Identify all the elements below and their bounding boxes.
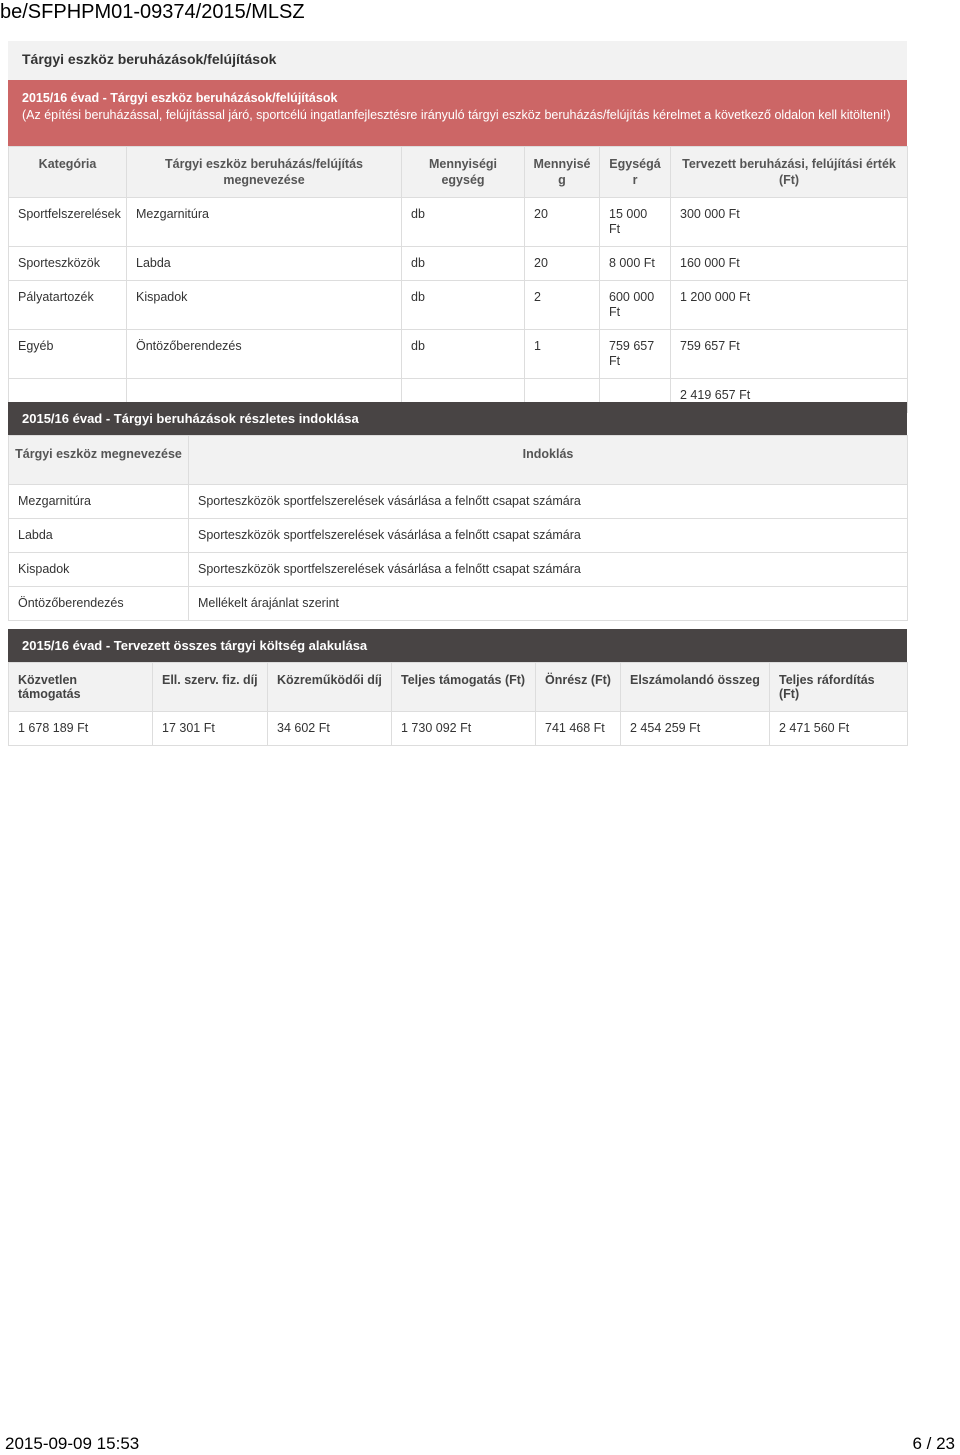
justification-table [8, 435, 908, 621]
cell-planned-value: 759 657 Ft [671, 330, 908, 379]
header-unit-price: Egységá r [600, 147, 671, 198]
cell-asset-name: Öntözőberendezés [9, 587, 189, 621]
table-row [9, 281, 908, 330]
cell-own-share: 741 468 Ft [536, 712, 621, 746]
cell-justification: Sporteszközök sportfelszerelések vásárlása a felnőtt csapat számára [189, 553, 908, 587]
header-unit: Mennyiségi egység [402, 147, 525, 198]
header-own-share: Önrész (Ft) [536, 663, 621, 712]
cell-quantity: 2 [525, 281, 600, 330]
cell-planned-value: 1 200 000 Ft [671, 281, 908, 330]
table-row [9, 519, 908, 553]
table-row [9, 553, 908, 587]
cell-quantity: 20 [525, 247, 600, 281]
justification-title: 2015/16 évad - Tárgyi beruházások részletes indoklása [8, 402, 907, 435]
cell-contributor-fee: 34 602 Ft [268, 712, 392, 746]
table-header-row [9, 147, 908, 198]
header-justification: Indoklás [189, 436, 908, 485]
cell-category: Sporteszközök [9, 247, 127, 281]
cell-planned-value: 300 000 Ft [671, 198, 908, 247]
cell-category: Egyéb [9, 330, 127, 379]
header-accountable-amount: Elszámolandó összeg [621, 663, 770, 712]
cell-control-fee: 17 301 Ft [153, 712, 268, 746]
cell-accountable-amount: 2 454 259 Ft [621, 712, 770, 746]
cell-justification: Sporteszközök sportfelszerelések vásárlása a felnőtt csapat számára [189, 519, 908, 553]
table-header-row [9, 436, 908, 485]
footer-date: 2015-09-09 15:53 [5, 1434, 140, 1453]
cell-asset-name: Labda [127, 247, 402, 281]
costs-title: 2015/16 évad - Tervezett összes tárgyi költség alakulása [8, 629, 907, 662]
cell-total-value: 2 419 657 Ft [671, 379, 908, 413]
footer-page-number: 6 / 23 [912, 1434, 955, 1453]
header-total-support: Teljes támogatás (Ft) [392, 663, 536, 712]
cell-unit-price: 15 000 Ft [600, 198, 671, 247]
header-control-fee: Ell. szerv. fiz. díj [153, 663, 268, 712]
cell-asset-name: Mezgarnitúra [9, 485, 189, 519]
cell-unit-price: 759 657 Ft [600, 330, 671, 379]
header-category: Kategória [9, 147, 127, 198]
table-row [9, 712, 908, 746]
document-id: be/SFPHPM01-09374/2015/MLSZ [0, 1, 305, 23]
cell-unit: db [402, 330, 525, 379]
cell-category: Sportfelszerelések [9, 198, 127, 247]
cell-planned-value: 160 000 Ft [671, 247, 908, 281]
investments-table [8, 146, 908, 413]
notice-text: (Az építési beruházással, felújítással járó, sportcélú ingatlanfejlesztésre irányuló tárgyi eszköz beruházás/felújítás kérelmet a következő oldalon kell kitölteni!) [22, 108, 891, 122]
cell-unit-price: 8 000 Ft [600, 247, 671, 281]
cell-unit: db [402, 247, 525, 281]
cell-quantity: 1 [525, 330, 600, 379]
cell-total-support: 1 730 092 Ft [392, 712, 536, 746]
table-row [9, 330, 908, 379]
cell-asset-name: Öntözőberendezés [127, 330, 402, 379]
notice-title: 2015/16 évad - Tárgyi eszköz beruházások/felújítások [22, 91, 338, 105]
header-asset-name: Tárgyi eszköz beruházás/felújítás megnevezése [127, 147, 402, 198]
cell-category: Pályatartozék [9, 281, 127, 330]
header-contributor-fee: Közreműködői díj [268, 663, 392, 712]
table-header-row [9, 663, 908, 712]
cell-asset-name: Kispadok [127, 281, 402, 330]
cell-justification: Mellékelt árajánlat szerint [189, 587, 908, 621]
cell-unit: db [402, 281, 525, 330]
header-direct-support: Közvetlen támogatás [9, 663, 153, 712]
table-row [9, 247, 908, 281]
cell-justification: Sporteszközök sportfelszerelések vásárlása a felnőtt csapat számára [189, 485, 908, 519]
cell-total-expenditure: 2 471 560 Ft [770, 712, 908, 746]
header-asset-name: Tárgyi eszköz megnevezése [9, 436, 189, 485]
header-planned-value: Tervezett beruházási, felújítási érték (Ft) [671, 147, 908, 198]
notice-box [8, 80, 907, 146]
table-row [9, 587, 908, 621]
cell-asset-name: Labda [9, 519, 189, 553]
cell-asset-name: Kispadok [9, 553, 189, 587]
table-row [9, 485, 908, 519]
cell-unit: db [402, 198, 525, 247]
header-quantity: Mennyisé g [525, 147, 600, 198]
header-total-expenditure: Teljes ráfordítás (Ft) [770, 663, 908, 712]
costs-table [8, 662, 908, 746]
cell-asset-name: Mezgarnitúra [127, 198, 402, 247]
table-row [9, 198, 908, 247]
cell-direct-support: 1 678 189 Ft [9, 712, 153, 746]
cell-quantity: 20 [525, 198, 600, 247]
section-title: Tárgyi eszköz beruházások/felújítások [8, 41, 907, 80]
cell-unit-price: 600 000 Ft [600, 281, 671, 330]
